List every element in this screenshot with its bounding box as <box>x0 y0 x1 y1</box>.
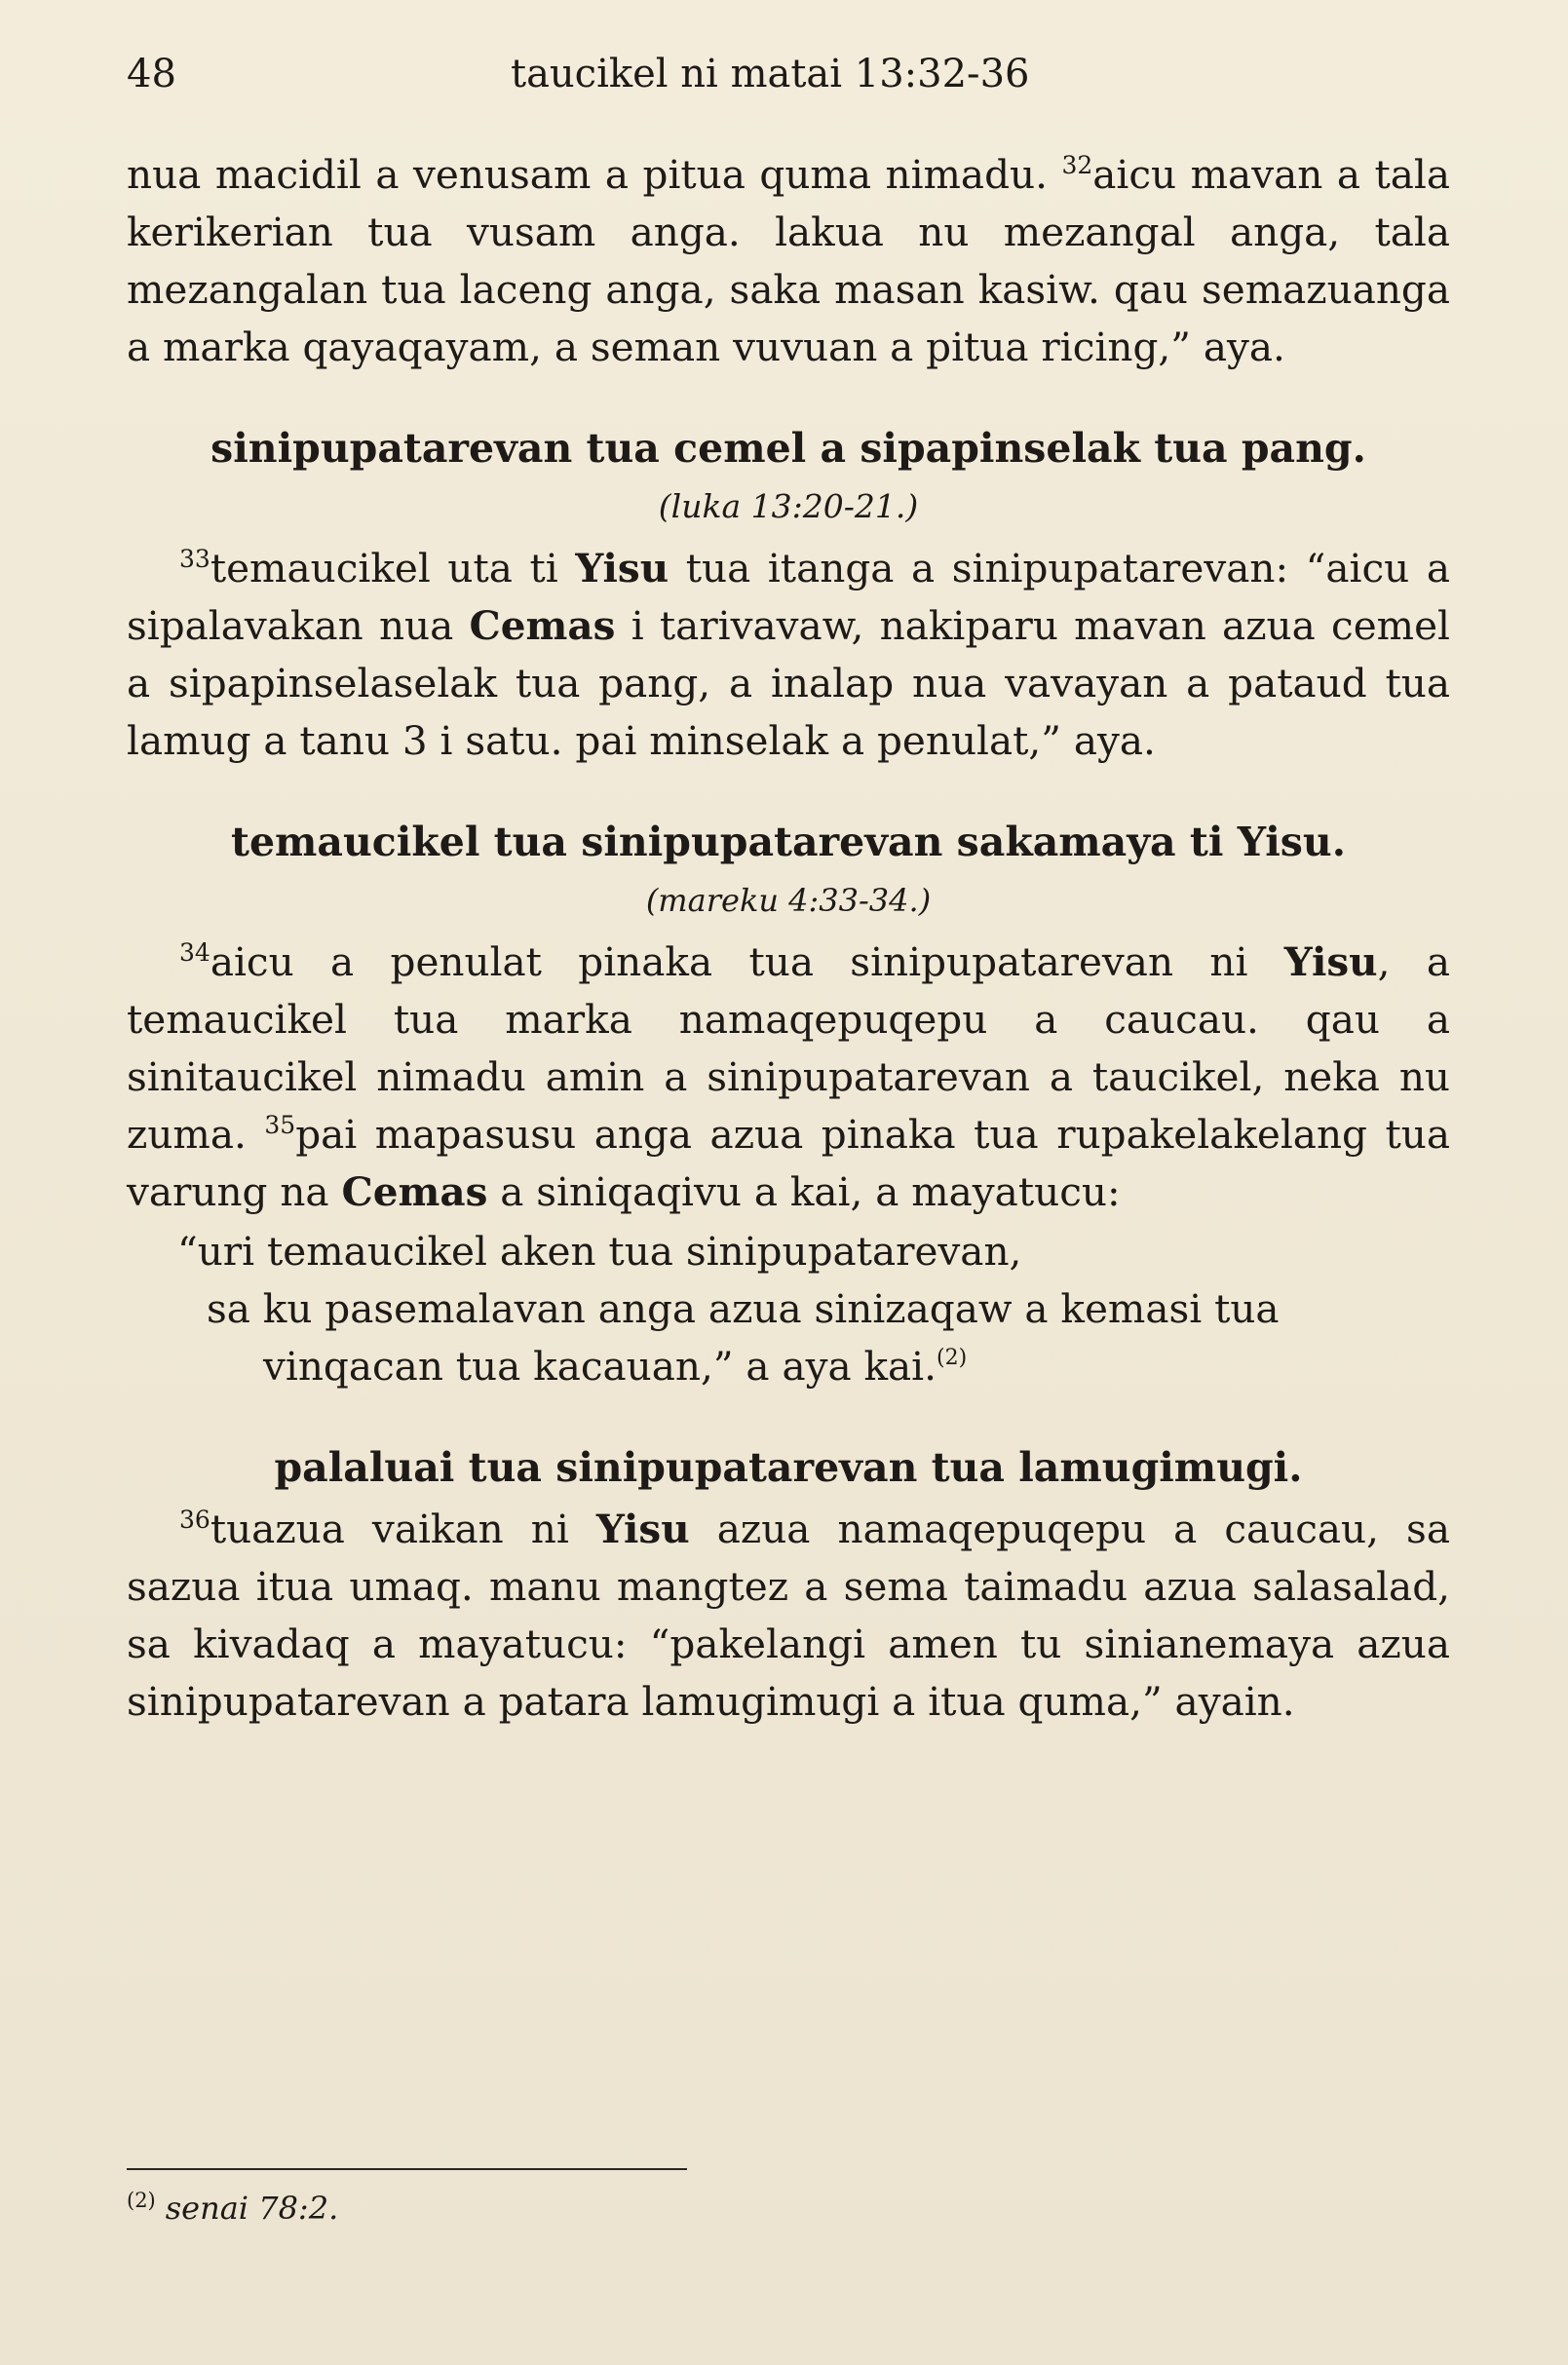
footnote <box>127 2185 338 2231</box>
quoted-poem <box>127 1223 1450 1395</box>
section-heading-1: sinipupatarevan tua cemel a sipapinselak tua pang. <box>210 425 1366 472</box>
name-yisu: Yisu <box>595 1506 690 1552</box>
verse-number-35: 35 <box>264 1111 296 1139</box>
poem-line-2: sa ku pasemalavan anga azua sinizaqaw a kemasi tua <box>207 1285 1280 1332</box>
verse-number-33: 33 <box>179 545 210 573</box>
footnote-reference[interactable]: (2) <box>937 1346 968 1370</box>
paragraph-2: $^{33}$temaucikel uta ti Yisu tua itanga a sinipupatarevan: “aicu a sipalavakan nua Cemas i tarivavaw, nakiparu mavan azua cemel a sipapinselaselak tua pang, a inalap nua vavayan a pataud tua lamug a tanu 3 i satu. pai minselak a penulat,” aya. <box>127 545 1451 764</box>
name-yisu: Yisu <box>575 545 669 591</box>
page-body <box>127 146 1450 1731</box>
poem-line-1: “uri temaucikel aken tua sinipupatarevan, <box>177 1228 1022 1275</box>
section-heading-2: temaucikel tua sinipupatarevan sakamaya ti Yisu. <box>231 819 1346 865</box>
section-heading-3: palaluai tua sinipupatarevan tua lamugimugi. <box>274 1444 1303 1491</box>
footnote-text: senai 78:2. <box>165 2190 339 2227</box>
name-cemas: Cemas <box>469 602 616 649</box>
paragraph-4: $^{36}$tuazua vaikan ni Yisu azua namaqepuqepu a caucau, sa sazua itua umaq. manu mangtez a sema taimadu azua salasalad, sa kivadaq a mayatucu: “pakelangi amen tu sinianemaya azua sinipupatarevan a patara lamugimugi a itua quma,” ayain. <box>127 1506 1450 1725</box>
cross-reference-1: (luka 13:20-21.) <box>658 487 919 525</box>
running-title: taucikel ni matai 13:32-36 <box>511 52 1030 96</box>
footnote-mark: (2) <box>127 2189 156 2212</box>
page-number: 48 <box>127 52 176 96</box>
paragraph-1: nua macidil a venusam a pitua quma nimadu. $^{32}$aicu mavan a tala kerikerian tua vusam anga. lakua nu mezangal anga, tala mezangalan tua laceng anga, saka masan kasiw. qau semazuanga a marka qayaqayam, a seman vuvuan a pitua ricing,” aya. <box>127 151 1451 370</box>
name-yisu: Yisu <box>1283 938 1378 985</box>
paragraph-3: $^{34}$aicu a penulat pinaka tua sinipupatarevan ni Yisu, a temaucikel tua marka namaqepuqepu a caucau. qau a sinitaucikel nimadu amin a sinipupatarevan a taucikel, neka nu zuma. $^{35}$pai mapasusu anga azua pinaka tua rupakelakelang tua varung na Cemas a siniqaqivu a kai, a mayatucu: <box>127 938 1451 1215</box>
verse-number-34: 34 <box>179 938 210 967</box>
poem-line-3: vinqacan tua kacauan,” a aya kai.$^{(2)}$ <box>263 1343 968 1390</box>
footnote-divider <box>127 2168 687 2170</box>
verse-number-32: 32 <box>1061 151 1093 179</box>
cross-reference-2: (mareku 4:33-34.) <box>645 882 932 919</box>
verse-number-36: 36 <box>179 1506 210 1534</box>
name-cemas: Cemas <box>341 1168 488 1215</box>
